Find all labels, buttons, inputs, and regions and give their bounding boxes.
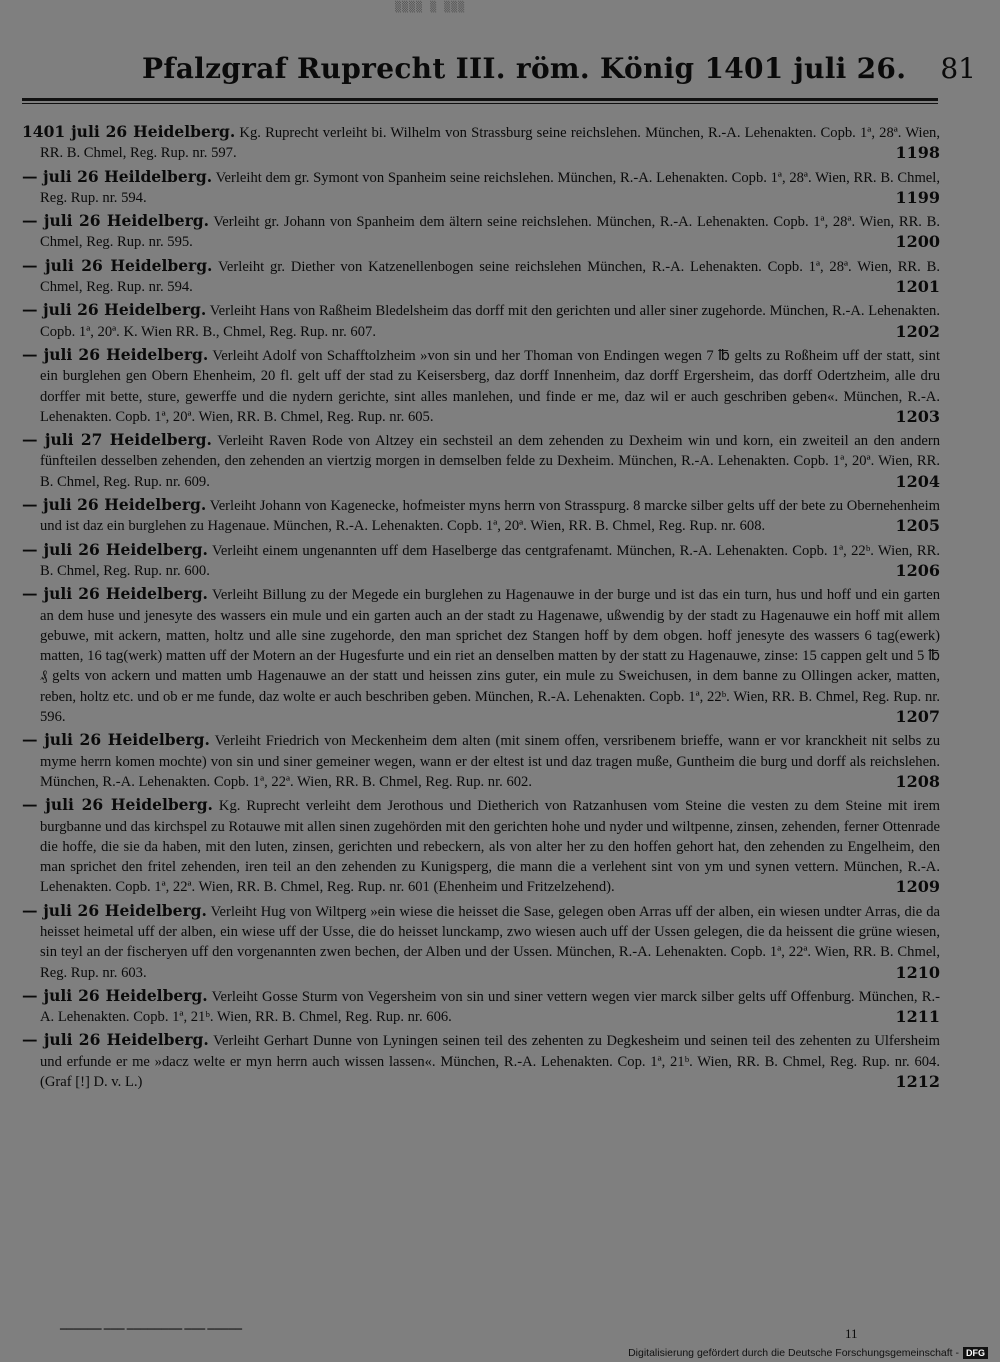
entry-date-place: — juli 26 Heidelberg. xyxy=(22,539,208,559)
entry-number: 1207 xyxy=(895,707,940,727)
entry-number: 1204 xyxy=(895,471,940,491)
entry-number: 1202 xyxy=(895,321,940,341)
entry-number: 1201 xyxy=(895,277,940,297)
dfg-logo: DFG xyxy=(963,1347,988,1359)
regest-entry xyxy=(22,122,940,164)
regest-entry xyxy=(22,430,940,492)
entry-text: Verleiht einem ungenannten uff dem Haselberge das centgrafenamt. München, R.-A. Lehenakten. Copb. 1ª, 22ᵇ. Wien, RR. B. Chmel, Reg. Rup. nr. 600. xyxy=(40,542,940,579)
library-stamp: ▒▒▒▒ ▒ ▒▒▒ xyxy=(395,2,466,13)
regest-entry xyxy=(22,540,940,582)
entry-text: Kg. Ruprecht verleiht dem Jerothous und Dietherich von Ratzanhusen vom Steine die vesten zu dem Steine mit irem burgbanne und das kirchspel zu Rotauwe mit allen sinen zugehörden mit den gerichten hohe und nyder und wiltpenne, zinsen, zehenden, ferner Ottenrade die hoffe, die sie da haben, mit den luten, zinsen, gerichten und rebeckern, als von alter her zu den hoffen gehort hat, den zehenden zu Engelheim, den man sprichet den fritel zehenden, iren teil an den zehenden zu Kunigsperg, die mann die a verlehent sint von ym und synen vettern. München, R.-A. Lehenakten. Copb. 1ª, 22ª. Wien, RR. B. Chmel, Reg. Rup. nr. 601 (Ehenheim und Fritzelzehend). xyxy=(40,798,940,896)
page-footer-note: ▔▔▔▔▔▔ ▔▔▔ ▔▔▔▔▔▔▔▔ ▔▔▔ ▔▔▔▔▔ xyxy=(60,1329,243,1339)
entry-date-place: 1401 juli 26 Heidelberg. xyxy=(22,122,236,141)
entry-text: Verleiht dem gr. Symont von Spanheim seine reichslehen. München, R.-A. Lehenakten. Copb. 1ª, 28ª. Wien, RR. B. Chmel, Reg. Rup. nr. 594. xyxy=(40,169,940,206)
entry-number: 1209 xyxy=(895,877,940,897)
sheet-signature: 11 xyxy=(845,1326,858,1341)
regest-entry xyxy=(22,300,940,342)
regest-entry xyxy=(22,345,940,427)
entry-date-place: — juli 26 Heidelberg. xyxy=(22,584,208,604)
entry-text: Verleiht Hug von Wiltperg »ein wiese die heisset die Sase, gelegen oben Arras uff der alben, ein wiesen undter Arras, die da heisset heimetal uff der alben, ein wiese uff der Usse, die do heisset lunckamp, zwo wiesen auch uff der Ussen gelegen, die da heissent die grüne wiesen, sin teyl an der fischeryen uff den vorgenannten zwen bechen, der Alben und der Ussen. München, R.-A. Lehenakten. Copb. 1ª, 22ª. Wien, RR. B. Chmel, Reg. Rup. nr. 603. xyxy=(40,903,941,981)
entry-date-place: — juli 26 Heidelberg. xyxy=(22,495,207,515)
entry-number: 1205 xyxy=(895,516,940,536)
regest-entry xyxy=(22,986,940,1028)
entry-text: Verleiht gr. Diether von Katzenellenbogen seine reichslehen München, R.-A. Lehenakten. Copb. 1ª, 28ª. Wien, RR. B. Chmel, Reg. Rup. nr. 594. xyxy=(40,258,941,296)
entry-text: Verleiht Gerhart Dunne von Lyningen seinen teil des zehenten zu Degkesheim und seinen teil des zehenten zu Ulfersheim und erfunde er me »dacz welte er myn herrn auch wissen lassen«. München, R.-A. Lehenakten. Cop. 1ª, 21ᵇ. Wien, RR. B. Chmel, Reg. Rup. nr. 604. (Graf [!] D. v. L.) xyxy=(40,1033,940,1091)
page-number: 81 xyxy=(940,52,976,85)
regest-entry xyxy=(22,211,940,253)
entry-text: Verleiht Adolf von Schafftolzheim »von sin und her Thoman von Endingen wegen 7 ℔ gelts zu Roßheim uff der statt, sint ein burglehen gen Obern Ehenheim, 20 fl. gelt uff der stad zu Keisersberg, daz dorff Innenheim, daz dorff Ergersheim, das dorff Odertzheim, alle dru dorffer mit bette, sture, gewerffe und die nydern gerichte, sint alles manlehen, und finde er me, daz wil er auch geschriben geben«. München, R.-A. Lehenakten. Copb. 1ª, 20ª. Wien, RR. B. Chmel, Reg. Rup. nr. 605. xyxy=(40,347,940,425)
entry-date-place: — juli 26 Heidelberg. xyxy=(22,985,208,1005)
entry-date-place: — juli 26 Heidelberg. xyxy=(22,795,213,815)
entry-number: 1210 xyxy=(895,962,940,982)
entry-number: 1203 xyxy=(895,406,940,426)
entry-text: Verleiht Gosse Sturm von Vegersheim von sin und siner vettern wegen vier marck silber gelts uff Offenburg. München, R.-A. Lehenakten. Copb. 1ª, 21ᵇ. Wien, RR. B. Chmel, Reg. Rup. nr. 606. xyxy=(40,988,941,1026)
header-rule xyxy=(22,98,938,104)
entry-number: 1199 xyxy=(895,187,940,207)
entry-text: Verleiht Billung zu der Megede ein burglehen zu Hagenauwe in der burge und ist das ein turn, hus und hoff und ein garten an dem huse und jenesyte des wassers ein mule und ein garten auch an der stadt zu Hagenawe, ußwendig by der stadt zu Hagenauwe ein hoff mit allem gebuwe, mit ackern, matten, holtz und alle sine zugehorde, den man sprichet dez Stangen hoff by dem obgen. hoff jenesyte des wassers 6 tag(ewerk) matten, 16 tag(werk) matten uff der Motern an der Hugesfurte und ein riet an denselben matten by der statt zu Hagenauwe, zinse: 15 cappen gelt und 5 ℔ ₰ gelts von ackern und matten umb Hagenauwe an der statt und heissen zins guter, ein mule zu Sweichusen, in dem banne zu Ollingen acker, matten, reben, holtz etc. und ob er me funde, daz wolte er auch beschriben geben. München, R.-A. Lehenakten. Copb. 1ª, 22ᵇ. Wien, RR. B. Chmel, Reg. Rup. nr. 596. xyxy=(40,587,941,726)
entry-date-place: — juli 26 Heildelberg. xyxy=(22,166,213,186)
entry-date-place: — juli 26 Heidelberg. xyxy=(22,730,210,750)
entry-date-place: — juli 26 Heidelberg. xyxy=(22,211,209,231)
entry-number: 1198 xyxy=(895,143,940,163)
entry-text: Verleiht Johann von Kagenecke, hofmeister myns herrn von Strasspurg. 8 marcke silber gelts uff der bete zu Obernehenheim und ist daz ein burglehen zu Hagenaue. München, R.-A. Lehenakten. Copb. 1ª, 20ª. Wien, RR. B. Chmel, Reg. Rup. nr. 608. xyxy=(40,498,940,535)
entry-text: Verleiht gr. Johann von Spanheim dem ältern seine reichslehen. München, R.-A. Lehenakten. Copb. 1ª, 28ª. Wien, RR. B. Chmel, Reg. Rup. nr. 595. xyxy=(40,214,940,251)
entry-date-place: — juli 26 Heidelberg. xyxy=(22,255,213,275)
entry-date-place: — juli 26 Heidelberg. xyxy=(22,1030,209,1050)
regest-entry xyxy=(22,167,940,209)
entry-text: Kg. Ruprecht verleiht bi. Wilhelm von Strassburg seine reichslehen. München, R.-A. Lehenakten. Copb. 1ª, 28ª. Wien, RR. B. Chmel, Reg. Rup. nr. 597. xyxy=(40,125,941,162)
entry-number: 1208 xyxy=(895,771,940,791)
running-title: Pfalzgraf Ruprecht III. röm. König 1401 juli 26. xyxy=(142,52,907,85)
entry-text: Verleiht Raven Rode von Altzey ein sechsteil an dem zehenden zu Dexheim win und korn, ein zweiteil an den andern fünfteilen desselben zehenden, den zehenden an viertzig morgen in demselben felde zu Dexheim. München, R.-A. Lehenakten. Copb. 1ª, 20ª. Wien, RR. B. Chmel, Reg. Rup. nr. 609. xyxy=(40,433,940,490)
digitization-bar xyxy=(600,1345,988,1361)
entry-text: Verleiht Friedrich von Meckenheim dem alten (mit sinem offen, versribenem brieffe, wann er vor kranckheit nit selbs zu myme herrn komen mochte) von sin und siner gemeiner wegen, wann er der eltest ist und daz tragen muße, Guntheim die burg und dorff als reichslehen. München, R.-A. Lehenakten. Copb. 1ª, 22ª. Wien, RR. B. Chmel, Reg. Rup. nr. 602. xyxy=(40,733,940,790)
entry-date-place: — juli 26 Heidelberg. xyxy=(22,300,207,320)
entry-text: Verleiht Hans von Raßheim Bledelsheim das dorff mit den gerichten und aller siner zugehorde. München, R.-A. Lehenakten. Copb. 1ª, 20ª. K. Wien RR. B., Chmel, Reg. Rup. nr. 607. xyxy=(40,303,940,340)
entry-date-place: — juli 26 Heidelberg. xyxy=(22,344,209,364)
entry-number: 1212 xyxy=(895,1072,940,1092)
page-header xyxy=(22,52,976,96)
regest-list xyxy=(22,122,940,1095)
entry-date-place: — juli 26 Heidelberg. xyxy=(22,900,207,920)
entry-date-place: — juli 27 Heidelberg. xyxy=(22,430,212,450)
regest-entry xyxy=(22,584,940,727)
regest-entry xyxy=(22,795,940,897)
regest-entry xyxy=(22,1030,940,1092)
regest-entry xyxy=(22,495,940,537)
entry-number: 1206 xyxy=(895,560,940,580)
regest-entry xyxy=(22,901,940,983)
entry-number: 1200 xyxy=(895,232,940,252)
entry-number: 1211 xyxy=(895,1007,940,1027)
regest-entry xyxy=(22,256,940,298)
regest-entry xyxy=(22,730,940,792)
digitization-notice: Digitalisierung gefördert durch die Deutsche Forschungsgemeinschaft - xyxy=(628,1347,959,1359)
